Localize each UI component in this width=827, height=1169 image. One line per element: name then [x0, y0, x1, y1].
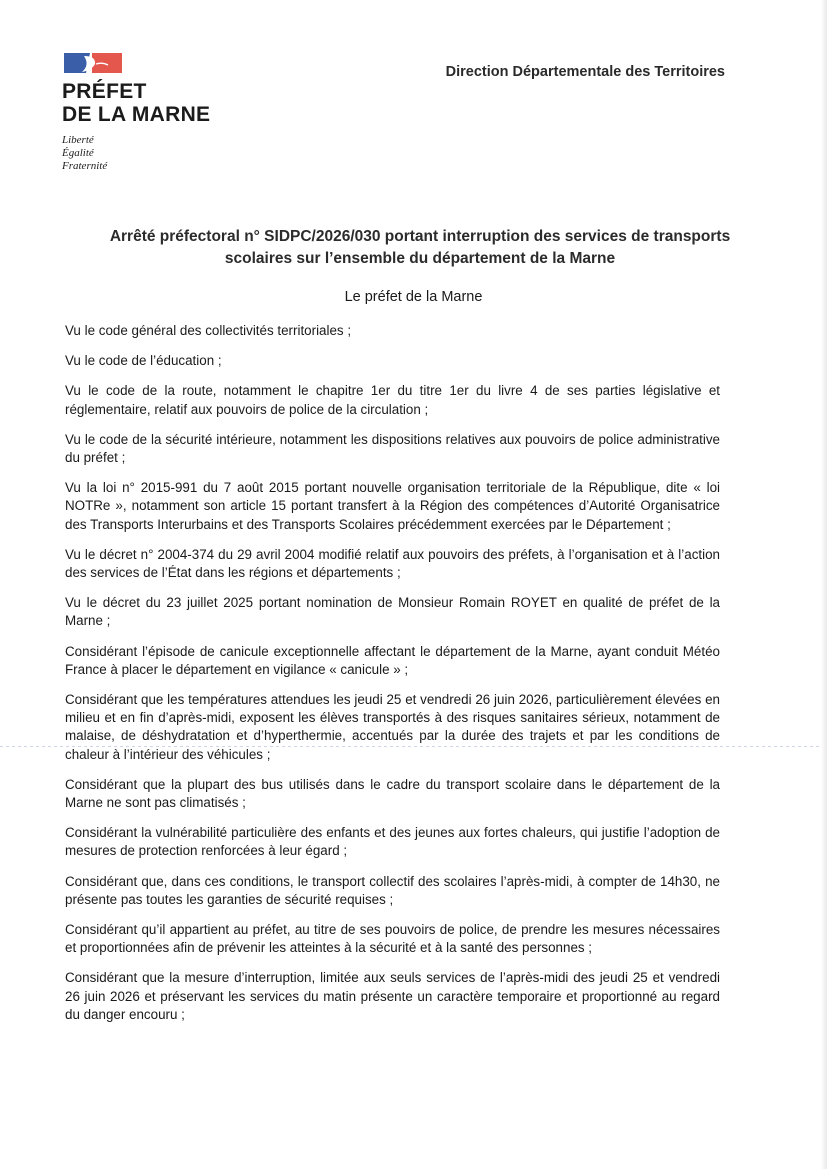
republic-motto [62, 134, 262, 173]
paragraph: Vu le code de la sécurité intérieure, notamment les dispositions relatives aux pouvoirs de police administrative du préfet ; [65, 431, 720, 466]
scan-artifact-line [0, 746, 827, 747]
paragraph: Considérant la vulnérabilité particulière des enfants et des jeunes aux fortes chaleurs, qui justifie l’adoption de mesures de protection renforcées à leur égard ; [65, 825, 720, 859]
paragraph: Vu le code de la route, notamment le chapitre 1er du titre 1er du livre 4 de ses parties législative et réglementaire, relatif aux pouvoirs de police de la circulation ; [65, 383, 720, 417]
motto-egalite: Égalité [62, 147, 94, 159]
paragraph: Considérant que la plupart des bus utilisés dans le cadre du transport scolaire dans le département de la Marne ne sont pas climatisés ; [65, 776, 720, 811]
paragraph: Considérant l’épisode de canicule exceptionnelle affectant le département de la Marne, ayant conduit Météo France à placer le département en vigilance « canicule » ; [65, 643, 720, 677]
prefecture-logo [62, 50, 262, 173]
document-title [60, 226, 780, 270]
motto-fraternite: Fraternité [62, 160, 108, 172]
document-title-line2: scolaires sur l’ensemble du département de la Marne [224, 250, 616, 267]
paragraph: Considérant que la mesure d’interruption, limitée aux seuls services de l’après-midi des jeudi 25 et vendredi 26 juin 2026 et préservant les services du matin présente un caractère temporaire et proportionné au regard du danger encouru ; [65, 970, 720, 1022]
document-body [65, 322, 720, 1036]
paragraph: Vu le décret n° 2004-374 du 29 avril 2004 modifié relatif aux pouvoirs des préfets, à l’organisation et à l’action des services de l’État dans les régions et départements ; [65, 546, 720, 581]
paragraph: Considérant que, dans ces conditions, le transport collectif des scolaires l’après-midi, à compter de 14h30, ne présente pas toutes les garanties de sécurité requises ; [65, 873, 720, 907]
paragraph: Considérant qu’il appartient au préfet, au titre de ses pouvoirs de police, de prendre les mesures nécessaires et proportionnées afin de prévenir les atteintes à la sécurité et à la santé des personnes ; [65, 922, 720, 956]
paragraph: Vu le décret du 23 juillet 2025 portant nomination de Monsieur Romain ROYET en qualité de préfet de la Marne ; [65, 595, 720, 629]
scan-edge-shadow [821, 0, 827, 1169]
prefet-title [62, 80, 262, 126]
marianne-flag-icon [62, 50, 124, 76]
motto-liberte: Liberté [62, 134, 94, 146]
paragraph: Vu le code de l’éducation ; [65, 353, 222, 369]
document-subtitle: Le préfet de la Marne [344, 289, 483, 305]
document-title-line1: Arrêté préfectoral n° SIDPC/2026/030 portant interruption des services de transports [109, 228, 731, 245]
issuing-direction: Direction Départementale des Territoires [445, 64, 725, 80]
prefet-title-line2: DE LA MARNE [62, 103, 211, 126]
prefet-title-line1: PRÉFET [62, 80, 147, 103]
paragraph: Considérant que les températures attendues les jeudi 25 et vendredi 26 juin 2026, particulièrement élevées en milieu et en fin d’après-midi, exposent les élèves transportés à des risques sanitaires sérieux, notamment de malaise, de déshydratation et d’hyperthermie, accentués par la durée des trajets et par les conditions de chaleur à l’intérieur des véhicules ; [65, 692, 720, 762]
paragraph: Vu le code général des collectivités territoriales ; [65, 323, 352, 338]
paragraph: Vu la loi n° 2015-991 du 7 août 2015 portant nouvelle organisation territoriale de la République, dite « loi NOTRe », notamment son article 15 portant transfert à la Région des compétences d’Autorité Organisatrice des Transports Interurbains et des Transports Scolaires précédemment exercées par le Département ; [65, 480, 720, 532]
